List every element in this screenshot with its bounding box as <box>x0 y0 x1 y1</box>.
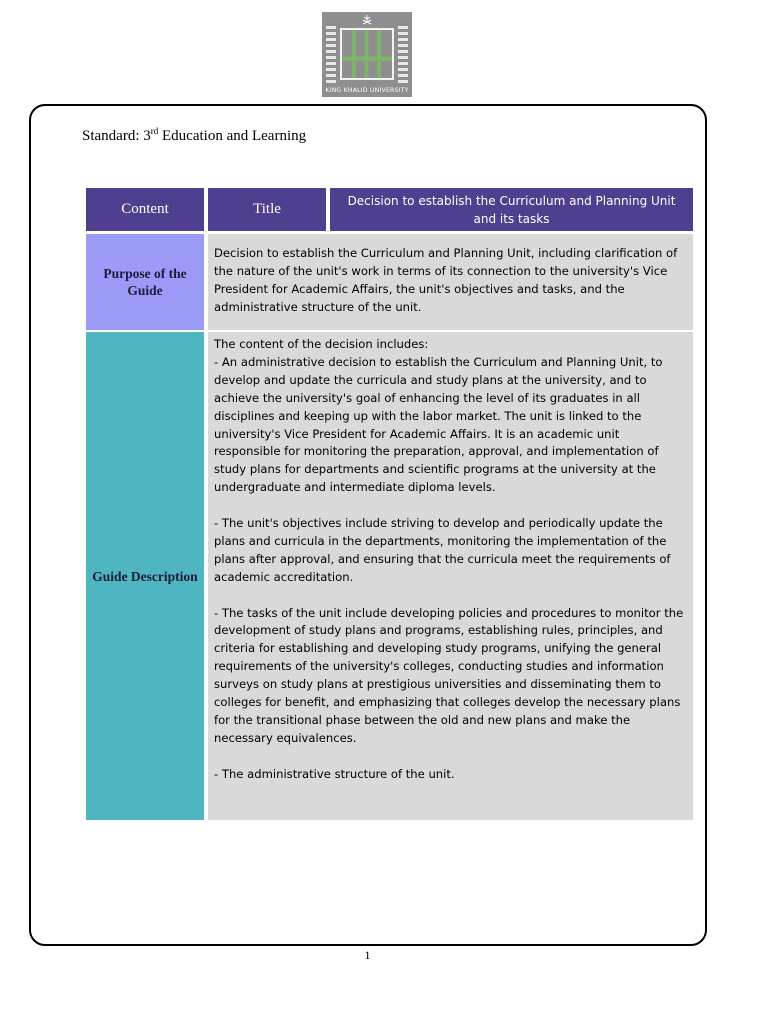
page-number: 1 <box>364 948 371 962</box>
university-logo <box>322 12 412 97</box>
header-decision <box>330 188 693 231</box>
standard-prefix: Standard: 3 <box>82 128 151 144</box>
row-body-description <box>208 332 693 820</box>
logo-pattern-right <box>398 26 408 84</box>
description-paragraph-2: - The unit's objectives include striving to develop and periodically update the plans and curricula in the departments, monitoring the implementation of the plans after approval, and ensuring that the curricula meet the requirements of academic accreditation. <box>214 516 671 584</box>
standard-ordinal: rd <box>150 126 159 136</box>
description-paragraph-1: The content of the decision includes: - An administrative decision to establish the Curriculum and Planning Unit, to develop and update the curricula and study plans at the university, and to achieve the university's goal of enhancing the level of its graduates in all disciplines and keeping up with the labor market. The unit is linked to the university's Vice President for Academic Affairs. It is an academic unit responsible for monitoring the preparation, approval, and implementation of study plans for departments and scientific programs at the university at the undergraduate and intermediate diploma levels. <box>214 337 663 495</box>
logo-caption: KING KHALID UNIVERSITY <box>325 87 409 94</box>
row-label-description <box>86 332 204 820</box>
palm-swords-emblem-icon <box>361 15 373 25</box>
description-label: Guide Description <box>92 568 198 584</box>
header-decision-label: Decision to establish the Curriculum and Planning Unit and its tasks <box>347 193 676 226</box>
purpose-paragraph: Decision to establish the Curriculum and Planning Unit, including clarification of the nature of the unit's work in terms of its connection to the university's Vice President for Academic Affairs, the unit's objectives and tasks, and the administrative structure of the unit. <box>214 246 678 314</box>
header-content-label: Content <box>121 201 169 217</box>
description-paragraph-4: - The administrative structure of the unit. <box>214 766 455 781</box>
header-title-label: Title <box>253 201 281 217</box>
logo-calligraphy <box>340 28 394 80</box>
logo-pattern-left <box>326 26 336 84</box>
standard-heading <box>82 126 306 145</box>
description-paragraph-3: - The tasks of the unit include developing policies and procedures to monitor the development of study plans and programs, establishing rules, principles, and criteria for establishing and developing study programs, unifying the general requirements of the university's colleges, conducting studies and information surveys on study plans at prestigious universities and disseminating them to colleges for benefit, and emphasizing that colleges develop the necessary plans for the transitional phase between the old and new plans and make the necessary equivalences. <box>214 605 684 745</box>
header-content <box>86 188 204 231</box>
logo-seal <box>322 12 412 86</box>
purpose-label: Purpose of the Guide <box>103 266 187 298</box>
row-body-purpose <box>208 234 693 330</box>
header-title <box>208 188 326 231</box>
standard-suffix: Education and Learning <box>158 128 307 144</box>
row-label-purpose <box>86 234 204 330</box>
